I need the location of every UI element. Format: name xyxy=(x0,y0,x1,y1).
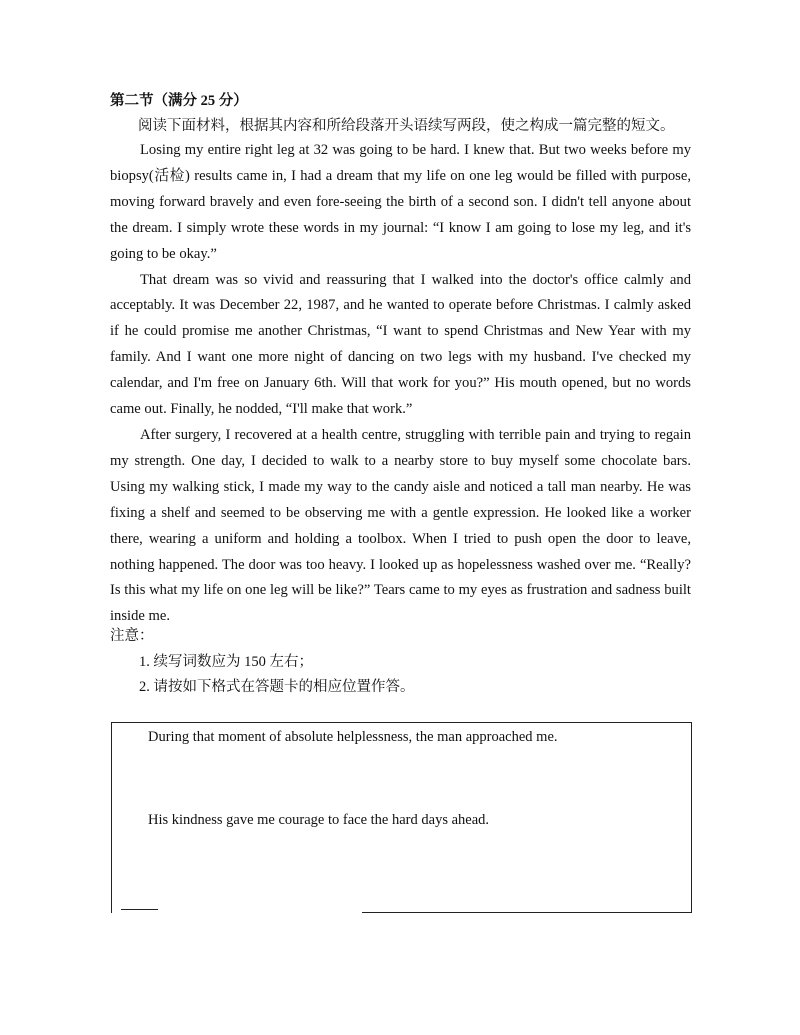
note-item-format: 2. 请按如下格式在答题卡的相应位置作答。 xyxy=(139,679,415,695)
passage-paragraph-3: After surgery, I recovered at a health centre, struggling with terrible pain and trying to regain my strength. One day, I decided to walk to a nearby store to buy myself some chocolate bars. Using my walking stick, I made my way to the candy aisle and noticed a tall man nearby. He was fixing a shelf and seemed to be observing me with a gentle expression. He looked like a worker there, wearing a uniform and holding a toolbox. When I tried to push open the door to leave, nothing happened. The door was too heavy. I looked up as hopelessness washed over me. “Really? Is this what my life on one leg will be like?” Tears came to my eyes as frustration and sadness built inside me. xyxy=(110,426,691,625)
passage-paragraph-2: That dream was so vivid and reassuring that I walked into the doctor's office calmly and acceptably. It was December 22, 1987, and he wanted to operate before Christmas. I calmly asked if he could promise me another Christmas, “I want to spend Christmas and New Year with my family. And I want one more night of dancing on two legs with my husband. I've checked my calendar, and I'm free on January 6th. Will that work for you?” His mouth opened, but no words came out. Finally, he nodded, “I'll make that work.” xyxy=(110,271,691,418)
paragraph-starter-2: His kindness gave me courage to face the hard days ahead. xyxy=(148,812,490,828)
answer-box-bottom-right-line xyxy=(362,912,691,913)
reading-passage xyxy=(110,138,691,630)
answer-box-bottom-left-line xyxy=(121,909,158,910)
answer-box-left-edge xyxy=(111,900,112,908)
passage-paragraph-1: Losing my entire right leg at 32 was going to be hard. I knew that. But two weeks before my biopsy(活检) results came in, I had a dream that my life on one leg would be filled with purpose, moving forward bravely and even fore-seeing the birth of a second son. I didn't tell anyone about the dream. I simply wrote these words in my journal: “I know I am going to lose my leg, and it's going to be okay.” xyxy=(110,142,691,262)
section-instruction: 阅读下面材料，根据其内容和所给段落开头语续写两段，使之构成一篇完整的短文。 xyxy=(138,118,675,134)
notes-section xyxy=(110,624,700,701)
paragraph-starter-1: During that moment of absolute helplessness, the man approached me. xyxy=(148,729,558,745)
notes-label: 注意： xyxy=(110,628,154,644)
note-item-word-count: 1. 续写词数应为 150 左右； xyxy=(139,653,313,670)
section-heading: 第二节（满分 25 分） xyxy=(110,93,248,109)
notes-list xyxy=(110,650,700,701)
